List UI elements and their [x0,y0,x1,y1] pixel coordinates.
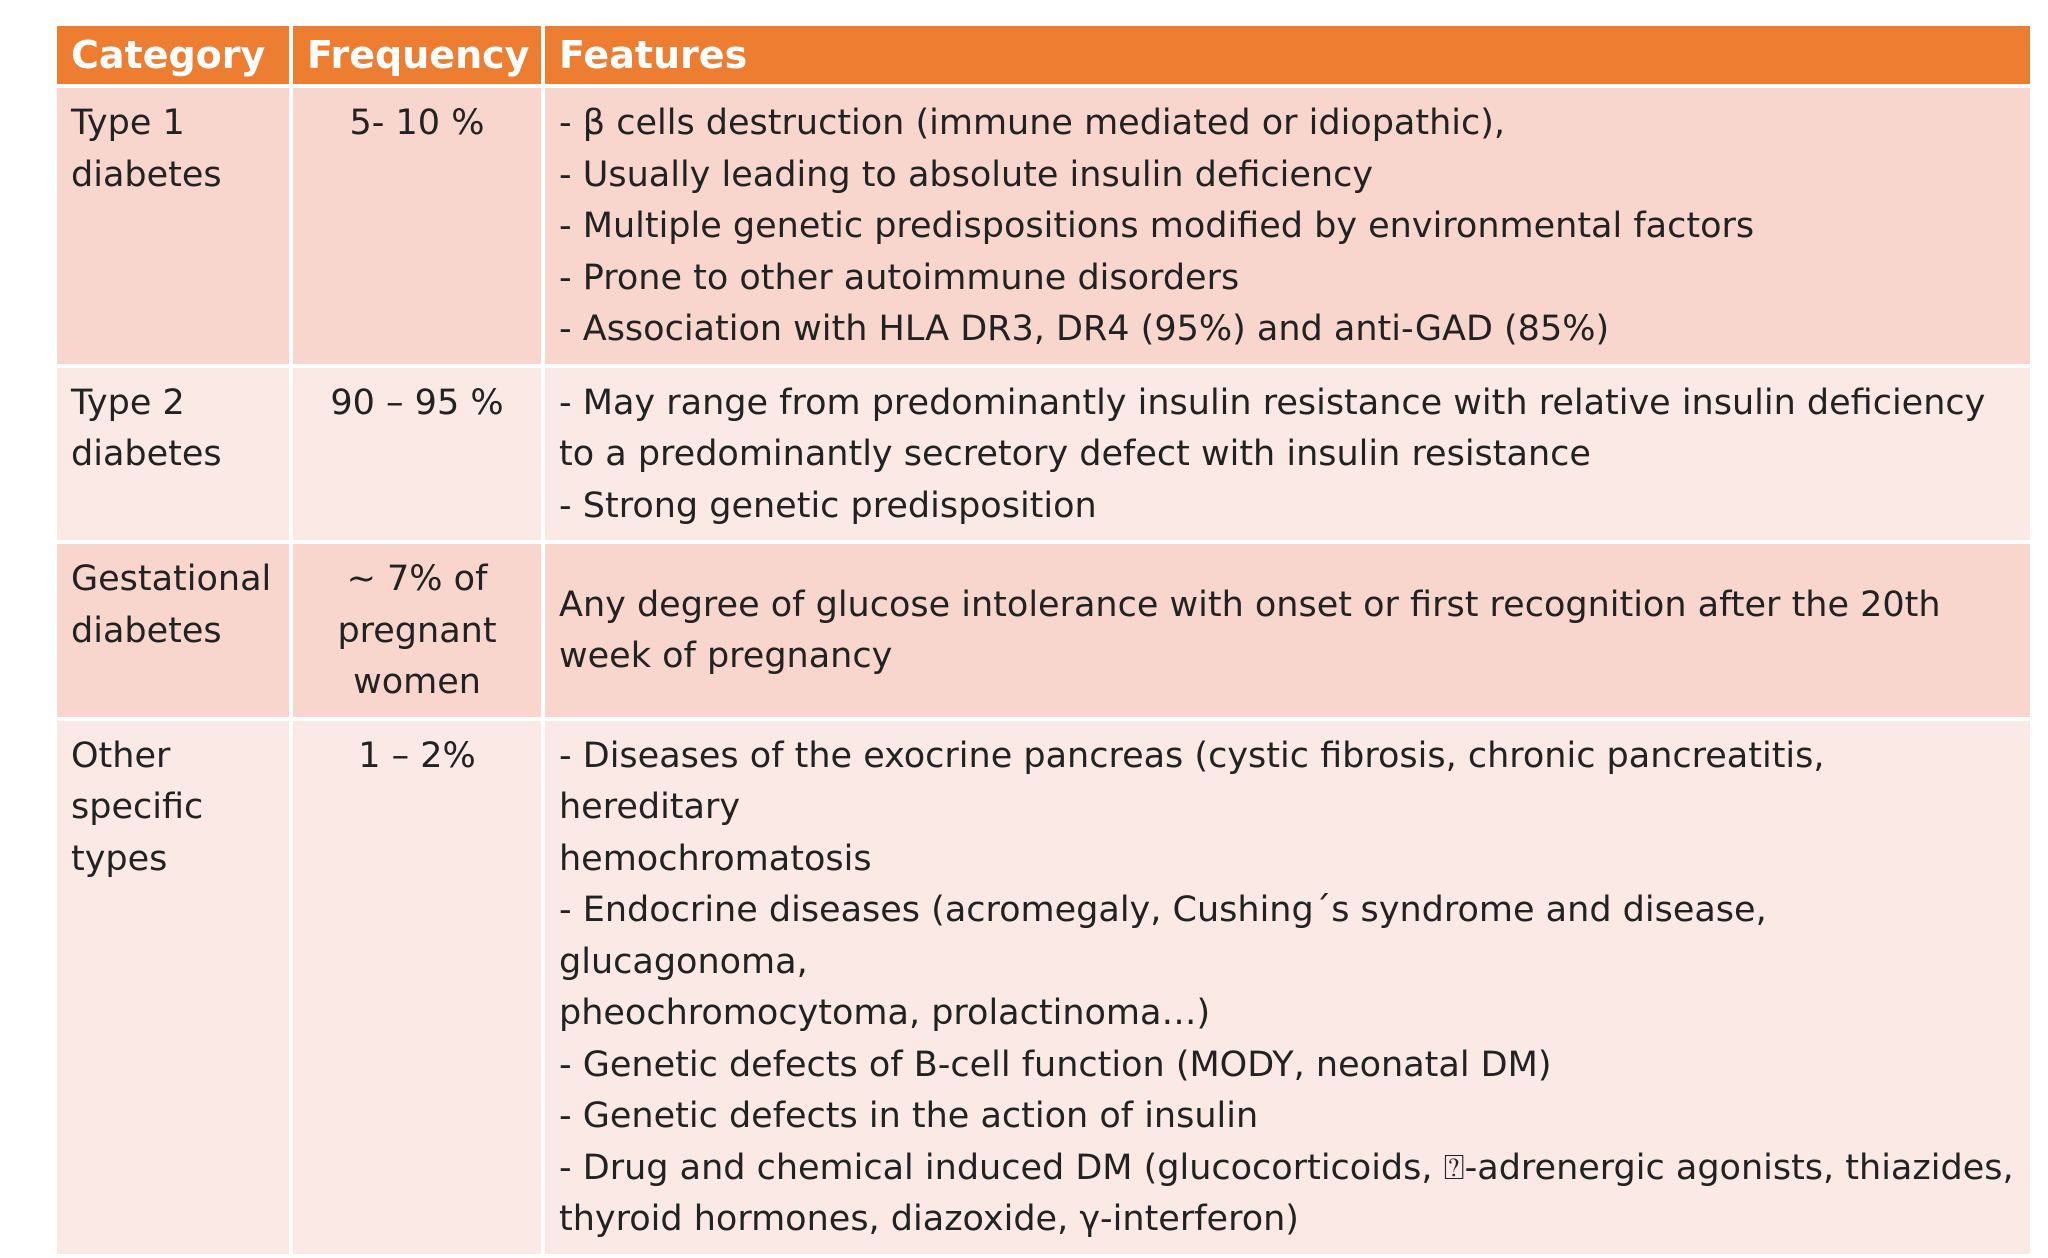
feature-line: - Diseases of the exocrine pancreas (cystic fibrosis, chronic pancreatitis, hereditary [559,735,1825,827]
feature-line: hemochromatosis [559,838,872,879]
category-cell [57,721,293,1258]
features-cell [545,721,2030,1258]
category-line: types [71,838,168,879]
category-cell [57,368,293,545]
features-cell [545,88,2030,368]
feature-line: thyroid hormones, diazoxide, γ-interferon) [559,1199,1299,1239]
frequency-line: 5- 10 % [349,103,485,143]
feature-line: - Multiple genetic predispositions modified by environmental factors [559,206,1755,246]
category-cell [57,544,293,721]
frequency-line: women [353,662,481,702]
frequency-line: pregnant [337,610,497,651]
feature-line: - Genetic defects of B-cell function (MODY, neonatal DM) [559,1044,1552,1085]
features-cell [545,368,2030,545]
table-row [57,88,2030,368]
category-line: Type 2 [71,382,185,423]
category-line: diabetes [71,610,222,651]
category-line: Type 1 [71,103,185,143]
feature-line: - May range from predominantly insulin resistance with relative insulin deficiency [559,382,1986,423]
feature-line: - Genetic defects in the action of insulin [559,1096,1259,1136]
category-line: diabetes [71,154,222,195]
table-row [57,721,2030,1258]
feature-line: to a predominantly secretory defect with insulin resistance [559,434,1591,474]
feature-line: - Drug and chemical induced DM (glucocorticoids, ⍰-adrenergic agonists, thiazides, [559,1147,2014,1188]
category-line: diabetes [71,434,222,474]
category-line: Gestational [71,559,272,599]
diabetes-classification-table [57,26,2030,1258]
header-category: Category [57,26,293,88]
feature-line: - Usually leading to absolute insulin deficiency [559,154,1374,195]
frequency-cell [293,368,545,545]
frequency-cell [293,88,545,368]
features-cell [545,544,2030,721]
table-row [57,368,2030,545]
frequency-line: 1 – 2% [358,735,476,776]
feature-line: Any degree of glucose intolerance with onset or first recognition after the 20th [559,584,1941,625]
header-features: Features [545,26,2030,88]
feature-line: week of pregnancy [559,636,893,677]
feature-line: - Endocrine diseases (acromegaly, Cushing´s syndrome and disease, glucagonoma, [559,890,1767,982]
frequency-line: ~ 7% of [346,559,488,599]
feature-line: - Association with HLA DR3, DR4 (95%) and anti-GAD (85%) [559,309,1610,349]
feature-line: - Strong genetic predisposition [559,485,1097,526]
feature-line: pheochromocytoma, prolactinoma…) [559,993,1211,1033]
frequency-cell [293,721,545,1258]
category-line: Other [71,735,171,776]
category-line: specific [71,787,204,827]
table-row [57,544,2030,721]
header-frequency: Frequency [293,26,545,88]
frequency-line: 90 – 95 % [330,382,504,423]
feature-line: - β cells destruction (immune mediated or idiopathic), [559,103,1506,143]
category-cell [57,88,293,368]
header-row [57,26,2030,88]
frequency-cell [293,544,545,721]
feature-line: - Prone to other autoimmune disorders [559,257,1240,298]
